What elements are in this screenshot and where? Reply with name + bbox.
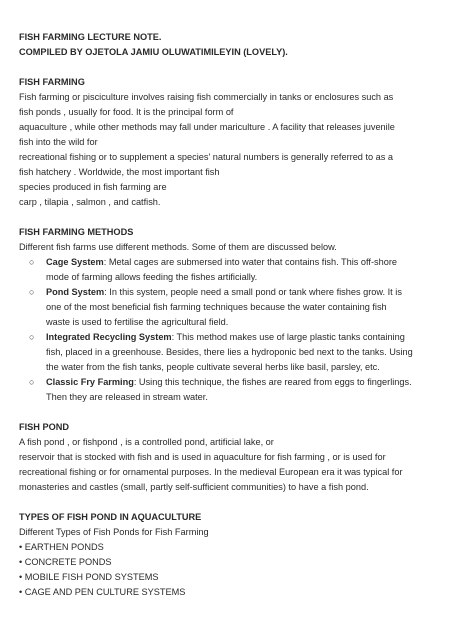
method-text: waste is used to fertilise the agricultural field. [46, 317, 229, 327]
pond-types-intro: Different Types of Fish Ponds for Fish Farming [19, 527, 209, 537]
paragraph-line: Fish farming or pisciculture involves raising fish commercially in tanks or enclosures such as [19, 92, 394, 102]
section-heading-fish-farming: FISH FARMING [19, 77, 85, 87]
paragraph-line: recreational fishing or to supplement a species' natural numbers is generally referred to as a [19, 152, 394, 162]
pond-types-section [19, 510, 456, 600]
list-item: • CAGE AND PEN CULTURE SYSTEMS [19, 587, 186, 597]
circle-bullet-icon: ○ [29, 332, 35, 342]
method-text: fish, placed in a greenhouse. Besides, there lies a hydroponic bed next to the tanks. Using [46, 347, 413, 357]
list-item: • CONCRETE PONDS [19, 557, 112, 567]
methods-list [19, 255, 456, 405]
method-term: Classic Fry Farming [46, 377, 134, 387]
method-text: the water from the fish tanks, people cultivate several herbs like basil, parsley, etc. [46, 362, 380, 372]
pond-types-list [19, 540, 456, 600]
paragraph-line: reservoir that is stocked with fish and is used in aquaculture for fish farming , or is used for [19, 452, 386, 462]
circle-bullet-icon: ○ [29, 257, 35, 267]
list-item: • EARTHEN PONDS [19, 542, 104, 552]
method-text: : This method makes use of large plastic tanks containing [171, 332, 405, 342]
section-heading-pond-types: TYPES OF FISH POND IN AQUACULTURE [19, 512, 202, 522]
circle-bullet-icon: ○ [29, 377, 35, 387]
method-text: : In this system, people need a small pond or tank where fishes grow. It is [104, 287, 402, 297]
paragraph-line: fish into the wild for [19, 137, 98, 147]
method-term: Cage System [46, 257, 104, 267]
list-item [19, 330, 456, 375]
circle-bullet-icon: ○ [29, 287, 35, 297]
document-author: COMPILED BY OJETOLA JAMIU OLUWATIMILEYIN (LOVELY). [19, 47, 288, 57]
document-title: FISH FARMING LECTURE NOTE. [19, 32, 162, 42]
method-text: mode of farming allows feeding the fishes artificially. [46, 272, 258, 282]
paragraph-line: species produced in fish farming are [19, 182, 167, 192]
section-heading-methods: FISH FARMING METHODS [19, 227, 134, 237]
fish-pond-section [19, 420, 456, 495]
method-text: : Using this technique, the fishes are reared from eggs to fingerlings. [133, 377, 412, 387]
paragraph-line: fish hatchery . Worldwide, the most important fish [19, 167, 220, 177]
section-heading-fish-pond: FISH POND [19, 422, 70, 432]
paragraph-line: A fish pond , or fishpond , is a controlled pond, artificial lake, or [19, 437, 274, 447]
method-term: Integrated Recycling System [46, 332, 172, 342]
list-item [19, 285, 456, 330]
paragraph-line: recreational fishing or for ornamental purposes. In the medieval European era it was typical for [19, 467, 403, 477]
paragraph-line: monasteries and castles (small, partly self-sufficient communities) to have a fish pond. [19, 482, 369, 492]
list-item [19, 255, 456, 285]
paragraph-line: aquaculture , while other methods may fall under mariculture . A facility that releases juvenile [19, 122, 395, 132]
methods-section [19, 225, 456, 405]
list-item [19, 375, 456, 405]
method-text: one of the most beneficial fish farming techniques because the water containing fish [46, 302, 387, 312]
methods-intro: Different fish farms use different methods. Some of them are discussed below. [19, 242, 337, 252]
method-text: : Metal cages are submersed into water that contains fish. This off-shore [103, 257, 398, 267]
fish-farming-section [19, 75, 456, 210]
paragraph-line: carp , tilapia , salmon , and catfish. [19, 197, 161, 207]
method-text: Then they are released in stream water. [46, 392, 208, 402]
list-item: • MOBILE FISH POND SYSTEMS [19, 572, 159, 582]
method-term: Pond System [46, 287, 105, 297]
paragraph-line: fish ponds , usually for food. It is the principal form of [19, 107, 234, 117]
